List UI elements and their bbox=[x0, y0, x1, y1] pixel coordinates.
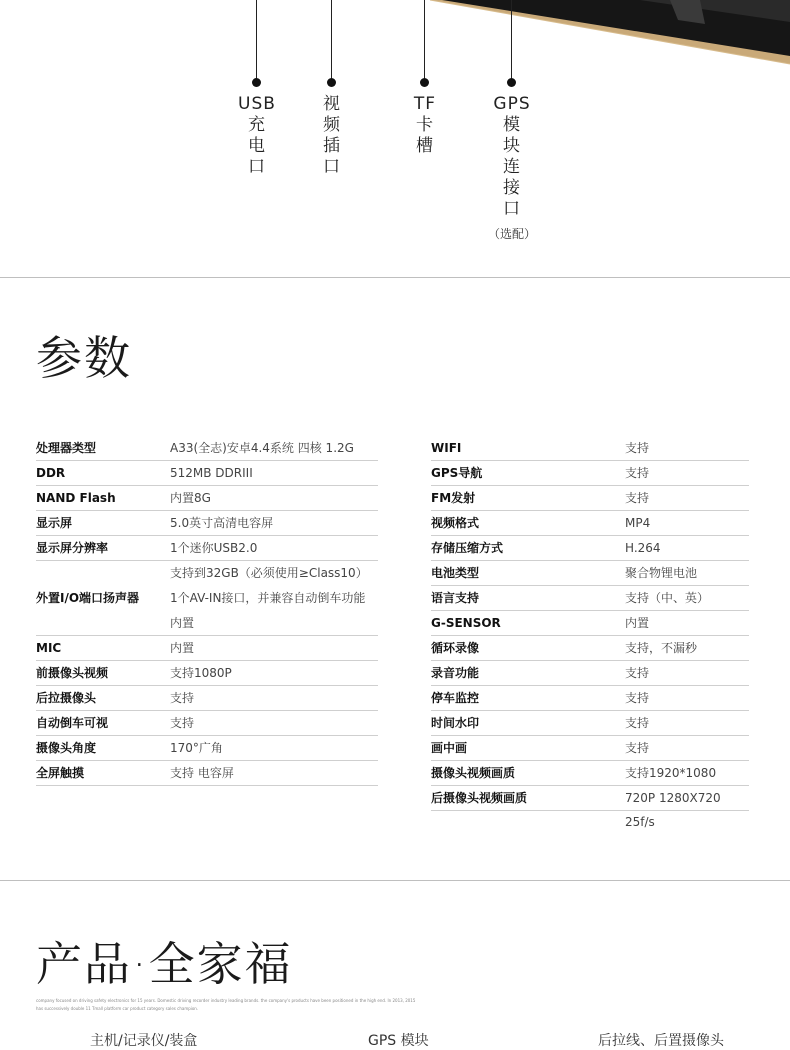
spec-value: 支持，不漏秒 bbox=[625, 641, 698, 655]
spec-key: 后摄像头视频画质 bbox=[431, 791, 528, 805]
spec-row bbox=[36, 536, 378, 561]
callout-label-tf: TF 卡 槽 bbox=[413, 94, 437, 156]
spec-value: 支持 bbox=[170, 691, 195, 705]
spec-key: 画中画 bbox=[431, 741, 468, 755]
params-title: 参数 bbox=[36, 331, 132, 385]
callout-label-video: 视 频 插 口 bbox=[323, 94, 341, 177]
spec-key: WIFI bbox=[431, 441, 462, 455]
spec-row bbox=[36, 711, 378, 736]
product-label: 后拉线、后置摄像头 bbox=[598, 1033, 724, 1049]
spec-row bbox=[431, 536, 749, 561]
spec-key: NAND Flash bbox=[36, 491, 116, 505]
spec-key: FM发射 bbox=[431, 491, 476, 505]
spec-value: 支持1920*1080 bbox=[625, 766, 717, 780]
spec-value: 内置 bbox=[170, 616, 195, 630]
section-divider bbox=[0, 880, 790, 881]
spec-row bbox=[431, 761, 749, 786]
spec-key: MIC bbox=[36, 641, 62, 655]
spec-value: 170°广角 bbox=[170, 741, 223, 755]
spec-value: 内置8G bbox=[170, 491, 211, 505]
spec-value: 支持 电容屏 bbox=[170, 766, 234, 780]
spec-key: 摄像头视频画质 bbox=[431, 766, 516, 780]
spec-value: 内置 bbox=[170, 641, 195, 655]
callout-line bbox=[256, 0, 257, 80]
spec-row bbox=[431, 711, 749, 736]
spec-key: 视频格式 bbox=[431, 516, 480, 530]
spec-value: 支持 bbox=[625, 716, 650, 730]
spec-key: 外置I/O端口扬声器 bbox=[36, 591, 140, 605]
spec-value: 支持 bbox=[625, 491, 650, 505]
spec-value: 512MB DDRIII bbox=[170, 466, 253, 480]
spec-value: 1个迷你USB2.0 bbox=[170, 541, 258, 555]
spec-value: 聚合物锂电池 bbox=[625, 566, 698, 580]
spec-value: A33(全志)安卓4.4系统 四核 1.2G bbox=[170, 441, 354, 455]
spec-key: 显示屏分辨率 bbox=[36, 541, 109, 555]
section-divider bbox=[0, 277, 790, 278]
callout-dot bbox=[327, 78, 336, 87]
spec-row bbox=[431, 736, 749, 761]
spec-row bbox=[36, 511, 378, 536]
spec-row bbox=[36, 686, 378, 711]
callout-dot bbox=[507, 78, 516, 87]
spec-key: 循环录像 bbox=[431, 641, 480, 655]
spec-row bbox=[36, 736, 378, 761]
callout-sub-optional: （选配） bbox=[487, 227, 536, 241]
spec-value: 支持 bbox=[625, 441, 650, 455]
spec-key: 语言支持 bbox=[431, 591, 480, 605]
spec-value: 支持1080P bbox=[170, 666, 232, 680]
spec-row bbox=[431, 436, 749, 461]
spec-row bbox=[431, 461, 749, 486]
spec-value: H.264 bbox=[625, 541, 661, 555]
spec-value: 1个AV-IN接口，并兼容自动倒车功能 bbox=[170, 591, 366, 605]
spec-row bbox=[431, 636, 749, 661]
spec-table-right bbox=[431, 436, 749, 829]
spec-row bbox=[36, 761, 378, 786]
spec-row bbox=[431, 511, 749, 536]
spec-value: MP4 bbox=[625, 516, 651, 530]
callout-dot bbox=[252, 78, 261, 87]
spec-key: 后拉摄像头 bbox=[36, 691, 97, 705]
spec-key: 时间水印 bbox=[431, 716, 480, 730]
callout-line bbox=[331, 0, 332, 80]
spec-key: G-SENSOR bbox=[431, 616, 501, 630]
callout-label-usb: USB 充 电 口 bbox=[238, 94, 276, 177]
device-body-shape bbox=[0, 0, 790, 80]
spec-row bbox=[431, 686, 749, 711]
spec-row bbox=[431, 586, 749, 611]
family-fine-print: company focused on driving safety electronics for 15 years. Domestic driving recorder industry leading brands. the company's products have been positioned in the high end. In 2013, 2015 has successively double 11 Tmall platform car product category sales champion. bbox=[36, 998, 416, 1011]
spec-value: 支持到32GB（必须使用≥Class10） bbox=[170, 566, 368, 580]
product-label: 主机/记录仪/装盒 bbox=[90, 1033, 198, 1049]
spec-value: 支持（中、英） bbox=[625, 591, 710, 605]
spec-key: 显示屏 bbox=[36, 516, 73, 530]
spec-row bbox=[36, 636, 378, 661]
spec-value: 支持 bbox=[625, 666, 650, 680]
callout-dot bbox=[420, 78, 429, 87]
spec-key: DDR bbox=[36, 466, 66, 480]
spec-key: 电池类型 bbox=[431, 566, 480, 580]
callout-label-gps: GPS 模 块 连 接 口 （选配） bbox=[492, 94, 532, 245]
callout-line bbox=[511, 0, 512, 80]
spec-row bbox=[36, 661, 378, 686]
spec-value: 720P 1280X720 25f/s bbox=[625, 791, 721, 829]
spec-row bbox=[431, 486, 749, 511]
spec-key: 录音功能 bbox=[431, 666, 480, 680]
spec-value: 支持 bbox=[625, 691, 650, 705]
spec-value: 支持 bbox=[625, 466, 650, 480]
spec-row bbox=[431, 661, 749, 686]
family-title: 产品·全家福 bbox=[36, 937, 293, 991]
spec-value: 内置 bbox=[625, 616, 650, 630]
spec-value: 支持 bbox=[625, 741, 650, 755]
spec-value: 5.0英寸高清电容屏 bbox=[170, 516, 274, 530]
spec-row bbox=[431, 786, 749, 829]
spec-row bbox=[431, 611, 749, 636]
spec-key: 存储压缩方式 bbox=[431, 541, 504, 555]
spec-row bbox=[36, 436, 378, 461]
spec-key: 自动倒车可视 bbox=[36, 716, 109, 730]
spec-key: 处理器类型 bbox=[36, 441, 97, 455]
spec-table-left bbox=[36, 436, 378, 786]
spec-key: 停车监控 bbox=[431, 691, 480, 705]
spec-key: 前摄像头视频 bbox=[36, 666, 109, 680]
family-product-labels bbox=[0, 1030, 790, 1049]
product-label: GPS 模块 bbox=[368, 1033, 429, 1049]
spec-row bbox=[36, 561, 378, 636]
spec-row bbox=[36, 486, 378, 511]
spec-row bbox=[431, 561, 749, 586]
spec-key: GPS导航 bbox=[431, 466, 483, 480]
spec-value: 支持 bbox=[170, 716, 195, 730]
device-photo bbox=[0, 0, 790, 80]
spec-row bbox=[36, 461, 378, 486]
spec-key: 摄像头角度 bbox=[36, 741, 97, 755]
callout-line bbox=[424, 0, 425, 80]
spec-key: 全屏触摸 bbox=[36, 766, 85, 780]
